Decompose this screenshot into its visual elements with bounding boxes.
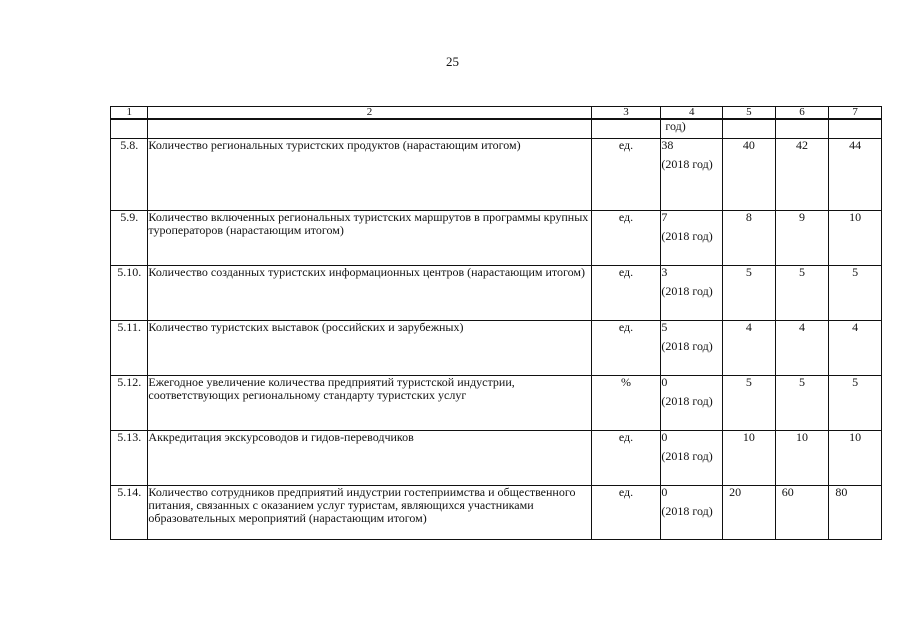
page-number: 25 xyxy=(446,54,459,69)
row-number: 5.8. xyxy=(111,139,148,211)
indicator-name: Количество включенных региональных туристских маршрутов в программы крупных туроператоров (нарастающим итогом) xyxy=(148,211,591,266)
base-year: (2018 год) xyxy=(661,449,713,463)
indicators-table xyxy=(110,106,882,540)
value-col-7: 4 xyxy=(829,321,882,376)
table-row xyxy=(111,321,882,376)
value-col-5: 8 xyxy=(723,211,776,266)
continuation-cell xyxy=(775,119,829,139)
base-value: 38 xyxy=(661,138,674,152)
value-col-5: 5 xyxy=(723,376,776,431)
value-col-5: 4 xyxy=(723,321,776,376)
value-col-5: 10 xyxy=(723,431,776,486)
value-col-7: 10 xyxy=(829,211,882,266)
table-row xyxy=(111,211,882,266)
base-year: (2018 год) xyxy=(661,157,713,171)
table-row xyxy=(111,139,882,211)
continuation-cell xyxy=(148,119,591,139)
header-col-1: 1 xyxy=(111,107,148,120)
row-number: 5.13. xyxy=(111,431,148,486)
indicator-name: Количество региональных туристских продуктов (нарастающим итогом) xyxy=(148,139,591,211)
base-value: 0 xyxy=(661,485,668,499)
base-value: 5 xyxy=(661,320,668,334)
row-number: 5.12. xyxy=(111,376,148,431)
base-year: (2018 год) xyxy=(661,284,713,298)
value-col-7: 10 xyxy=(829,431,882,486)
header-col-5: 5 xyxy=(723,107,776,120)
unit-cell: ед. xyxy=(591,139,661,211)
continuation-row xyxy=(111,119,882,139)
base-value: 7 xyxy=(661,210,668,224)
header-col-3: 3 xyxy=(591,107,661,120)
row-number: 5.14. xyxy=(111,486,148,540)
header-col-6: 6 xyxy=(775,107,829,120)
value-col-5: 20 xyxy=(723,486,776,540)
row-number: 5.10. xyxy=(111,266,148,321)
base-value-cell xyxy=(661,376,723,431)
unit-cell: % xyxy=(591,376,661,431)
indicator-name: Ежегодное увеличение количества предприятий туристской индустрии, соответствующих региональному стандарту туристских услуг xyxy=(148,376,591,431)
table-row xyxy=(111,376,882,431)
base-value-cell xyxy=(661,321,723,376)
value-col-6: 9 xyxy=(775,211,829,266)
value-col-7: 80 xyxy=(829,486,882,540)
row-number: 5.11. xyxy=(111,321,148,376)
continuation-cell xyxy=(591,119,661,139)
header-col-2: 2 xyxy=(148,107,591,120)
value-col-5: 5 xyxy=(723,266,776,321)
value-col-5: 40 xyxy=(723,139,776,211)
table-row xyxy=(111,266,882,321)
base-year: (2018 год) xyxy=(661,504,713,518)
value-col-6: 60 xyxy=(775,486,829,540)
continuation-year-tail: год) xyxy=(661,119,723,139)
base-value-cell xyxy=(661,211,723,266)
header-row xyxy=(111,107,882,120)
base-year: (2018 год) xyxy=(661,229,713,243)
value-col-6: 5 xyxy=(775,376,829,431)
table-row xyxy=(111,431,882,486)
indicator-name: Аккредитация экскурсоводов и гидов-переводчиков xyxy=(148,431,591,486)
table-row xyxy=(111,486,882,540)
base-value: 0 xyxy=(661,375,668,389)
value-col-7: 44 xyxy=(829,139,882,211)
base-year: (2018 год) xyxy=(661,394,713,408)
unit-cell: ед. xyxy=(591,486,661,540)
continuation-cell xyxy=(111,119,148,139)
value-col-6: 4 xyxy=(775,321,829,376)
base-value-cell xyxy=(661,266,723,321)
header-col-7: 7 xyxy=(829,107,882,120)
base-value-cell xyxy=(661,431,723,486)
base-value: 0 xyxy=(661,430,668,444)
base-value: 3 xyxy=(661,265,668,279)
continuation-cell xyxy=(723,119,776,139)
value-col-7: 5 xyxy=(829,266,882,321)
unit-cell: ед. xyxy=(591,211,661,266)
value-col-6: 5 xyxy=(775,266,829,321)
indicator-name: Количество туристских выставок (российских и зарубежных) xyxy=(148,321,591,376)
value-col-7: 5 xyxy=(829,376,882,431)
value-col-6: 10 xyxy=(775,431,829,486)
unit-cell: ед. xyxy=(591,266,661,321)
continuation-cell xyxy=(829,119,882,139)
indicator-name: Количество созданных туристских информационных центров (нарастающим итогом) xyxy=(148,266,591,321)
unit-cell: ед. xyxy=(591,431,661,486)
header-col-4: 4 xyxy=(661,107,723,120)
indicator-name: Количество сотрудников предприятий индустрии гостеприимства и общественного питания, связанных с оказанием услуг туристам, являющихся участниками образовательных мероприятий (нарастающим итогом) xyxy=(148,486,591,540)
value-col-6: 42 xyxy=(775,139,829,211)
row-number: 5.9. xyxy=(111,211,148,266)
unit-cell: ед. xyxy=(591,321,661,376)
base-value-cell xyxy=(661,486,723,540)
base-year: (2018 год) xyxy=(661,339,713,353)
base-value-cell xyxy=(661,139,723,211)
